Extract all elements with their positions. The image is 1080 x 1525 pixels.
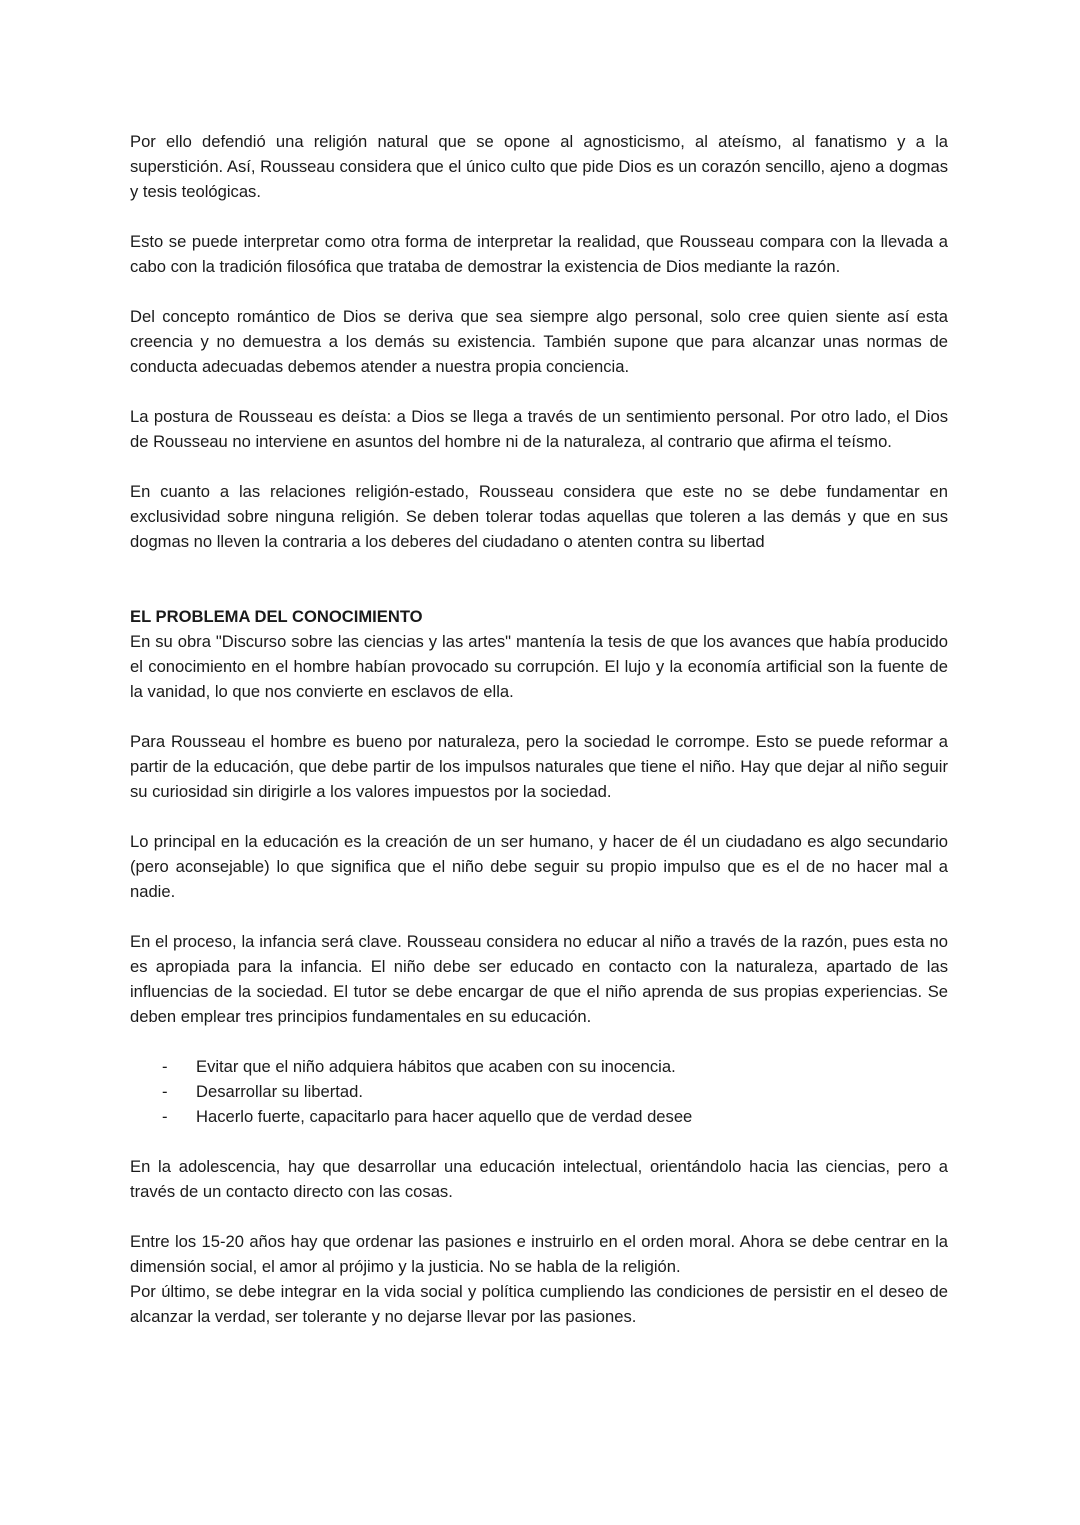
spacer: [130, 804, 948, 829]
paragraph-religion-state: En cuanto a las relaciones religión-estado, Rousseau considera que este no se debe fundamentar en exclusividad sobre ninguna religión. Se deben tolerar todas aquellas que toleren a las demás y que en sus dogmas no lleven la contraria a los deberes del ciudadano o atenten contra su libertad: [130, 482, 948, 551]
paragraph-education-principal: Lo principal en la educación es la creación de un ser humano, y hacer de él un ciudadano es algo secundario (pero aconsejable) lo que significa que el niño debe seguir su propio impulso que es el de no hacer mal a nadie.: [130, 832, 948, 901]
paragraph-discourse: En su obra "Discurso sobre las ciencias y las artes" mantenía la tesis de que los avances que había producido el conocimiento en el hombre habían provocado su corrupción. El lujo y la economía artificial son la fuente de la vanidad, lo que nos convierte en esclavos de ella.: [130, 632, 948, 701]
list-dash: -: [162, 1107, 168, 1126]
list-item: [130, 1104, 948, 1129]
section-heading: EL PROBLEMA DEL CONOCIMIENTO: [130, 607, 423, 626]
list-item: [130, 1054, 948, 1079]
spacer: [130, 454, 948, 479]
paragraph-romantic-concept: Del concepto romántico de Dios se deriva que sea siempre algo personal, solo cree quien siente así esta creencia y no demuestra a los demás su existencia. También supone que para alcanzar unas normas de conducta adecuadas debemos atender a nuestra propia conciencia.: [130, 307, 948, 376]
principles-list: [130, 1054, 948, 1129]
paragraph-deism: La postura de Rousseau es deísta: a Dios se llega a través de un sentimiento personal. Por otro lado, el Dios de Rousseau no interviene en asuntos del hombre ni de la naturaleza, al contrario que afirma el teísmo.: [130, 407, 948, 451]
paragraph-childhood: En el proceso, la infancia será clave. Rousseau considera no educar al niño a través de la razón, pues esta no es apropiada para la infancia. El niño debe ser educado en contacto con la naturaleza, apartado de las influencias de la sociedad. El tutor se debe encargar de que el niño aprenda de sus propias experiencias. Se deben emplear tres principios fundamentales en su educación.: [130, 932, 948, 1026]
spacer: [130, 1129, 948, 1154]
list-dash: -: [162, 1082, 168, 1101]
paragraph-interpretation: Esto se puede interpretar como otra forma de interpretar la realidad, que Rousseau compara con la llevada a cabo con la tradición filosófica que trataba de demostrar la existencia de Dios mediante la razón.: [130, 232, 948, 276]
spacer: [130, 1204, 948, 1229]
list-item-text: Hacerlo fuerte, capacitarlo para hacer aquello que de verdad desee: [196, 1107, 693, 1126]
spacer: [130, 379, 948, 404]
list-item: [130, 1079, 948, 1104]
spacer: [130, 704, 948, 729]
paragraph-ages-15-20: Entre los 15-20 años hay que ordenar las pasiones e instruirlo en el orden moral. Ahora se debe centrar en la dimensión social, el amor al prójimo y la justicia. No se habla de la religión.: [130, 1232, 948, 1276]
list-item-text: Desarrollar su libertad.: [196, 1082, 363, 1101]
paragraph-finally: Por último, se debe integrar en la vida social y política cumpliendo las condiciones de persistir en el deseo de alcanzar la verdad, ser tolerante y no dejarse llevar por las pasiones.: [130, 1282, 948, 1326]
paragraph-adolescence: En la adolescencia, hay que desarrollar una educación intelectual, orientándolo hacia las ciencias, pero a través de un contacto directo con las cosas.: [130, 1157, 948, 1201]
spacer: [130, 1029, 948, 1054]
spacer: [130, 279, 948, 304]
list-dash: -: [162, 1057, 168, 1076]
spacer: [130, 904, 948, 929]
paragraph-man-is-good: Para Rousseau el hombre es bueno por naturaleza, pero la sociedad le corrompe. Esto se puede reformar a partir de la educación, que debe partir de los impulsos naturales que tiene el niño. Hay que dejar al niño seguir su curiosidad sin dirigirle a los valores impuestos por la sociedad.: [130, 732, 948, 801]
paragraph-natural-religion: Por ello defendió una religión natural que se opone al agnosticismo, al ateísmo, al fanatismo y a la superstición. Así, Rousseau considera que el único culto que pide Dios es un corazón sencillo, ajeno a dogmas y tesis teológicas.: [130, 132, 948, 201]
document-page: [130, 129, 948, 1329]
list-item-text: Evitar que el niño adquiera hábitos que acaben con su inocencia.: [196, 1057, 676, 1076]
spacer: [130, 204, 948, 229]
spacer: [130, 554, 948, 604]
